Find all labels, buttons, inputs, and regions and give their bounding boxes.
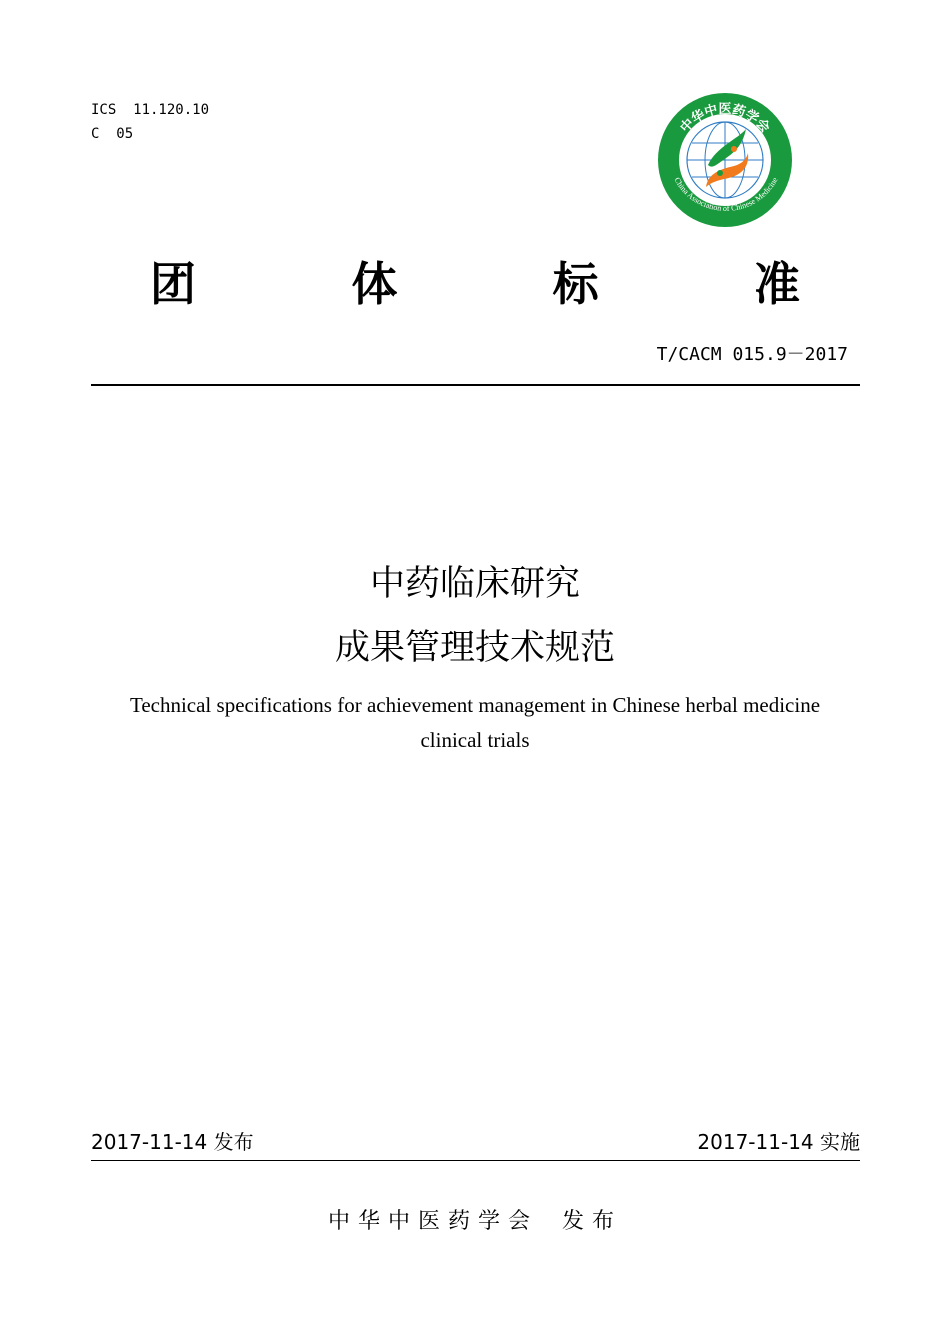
chinese-title-line1: 中药临床研究	[369, 564, 580, 604]
document-type-char: 准	[753, 257, 800, 311]
chinese-title-line2: 成果管理技术规范	[334, 628, 615, 668]
document-type-char: 体	[351, 257, 398, 311]
english-title-line2: clinical trials	[420, 728, 530, 752]
publisher-name: 中华中医药学会	[327, 1209, 538, 1234]
document-type	[150, 248, 800, 314]
english-title	[60, 688, 890, 758]
logo-arc-text-en: China Association of Chinese Medicine	[672, 175, 780, 213]
document-type-char: 标	[552, 257, 599, 311]
ccs-code: C 05	[91, 126, 134, 142]
standard-number: T/CACM 015.9－2017	[656, 344, 848, 365]
publisher-line	[0, 1204, 950, 1235]
ics-code: ICS 11.120.10	[91, 102, 210, 118]
english-title-line1: Technical specifications for achievement management in Chinese herbal medicine	[129, 693, 821, 717]
issue-date: 2017-11-14 发布	[91, 1130, 254, 1154]
logo-arc-text-zh: 中华中医药学会	[677, 102, 773, 136]
association-logo	[656, 91, 794, 229]
publisher-action: 发布	[562, 1209, 623, 1234]
top-divider	[91, 384, 860, 386]
bottom-divider	[91, 1160, 860, 1161]
document-type-char: 团	[150, 257, 196, 311]
classification-codes	[91, 98, 209, 146]
implementation-date: 2017-11-14 实施	[697, 1130, 860, 1154]
chinese-title	[0, 552, 950, 680]
